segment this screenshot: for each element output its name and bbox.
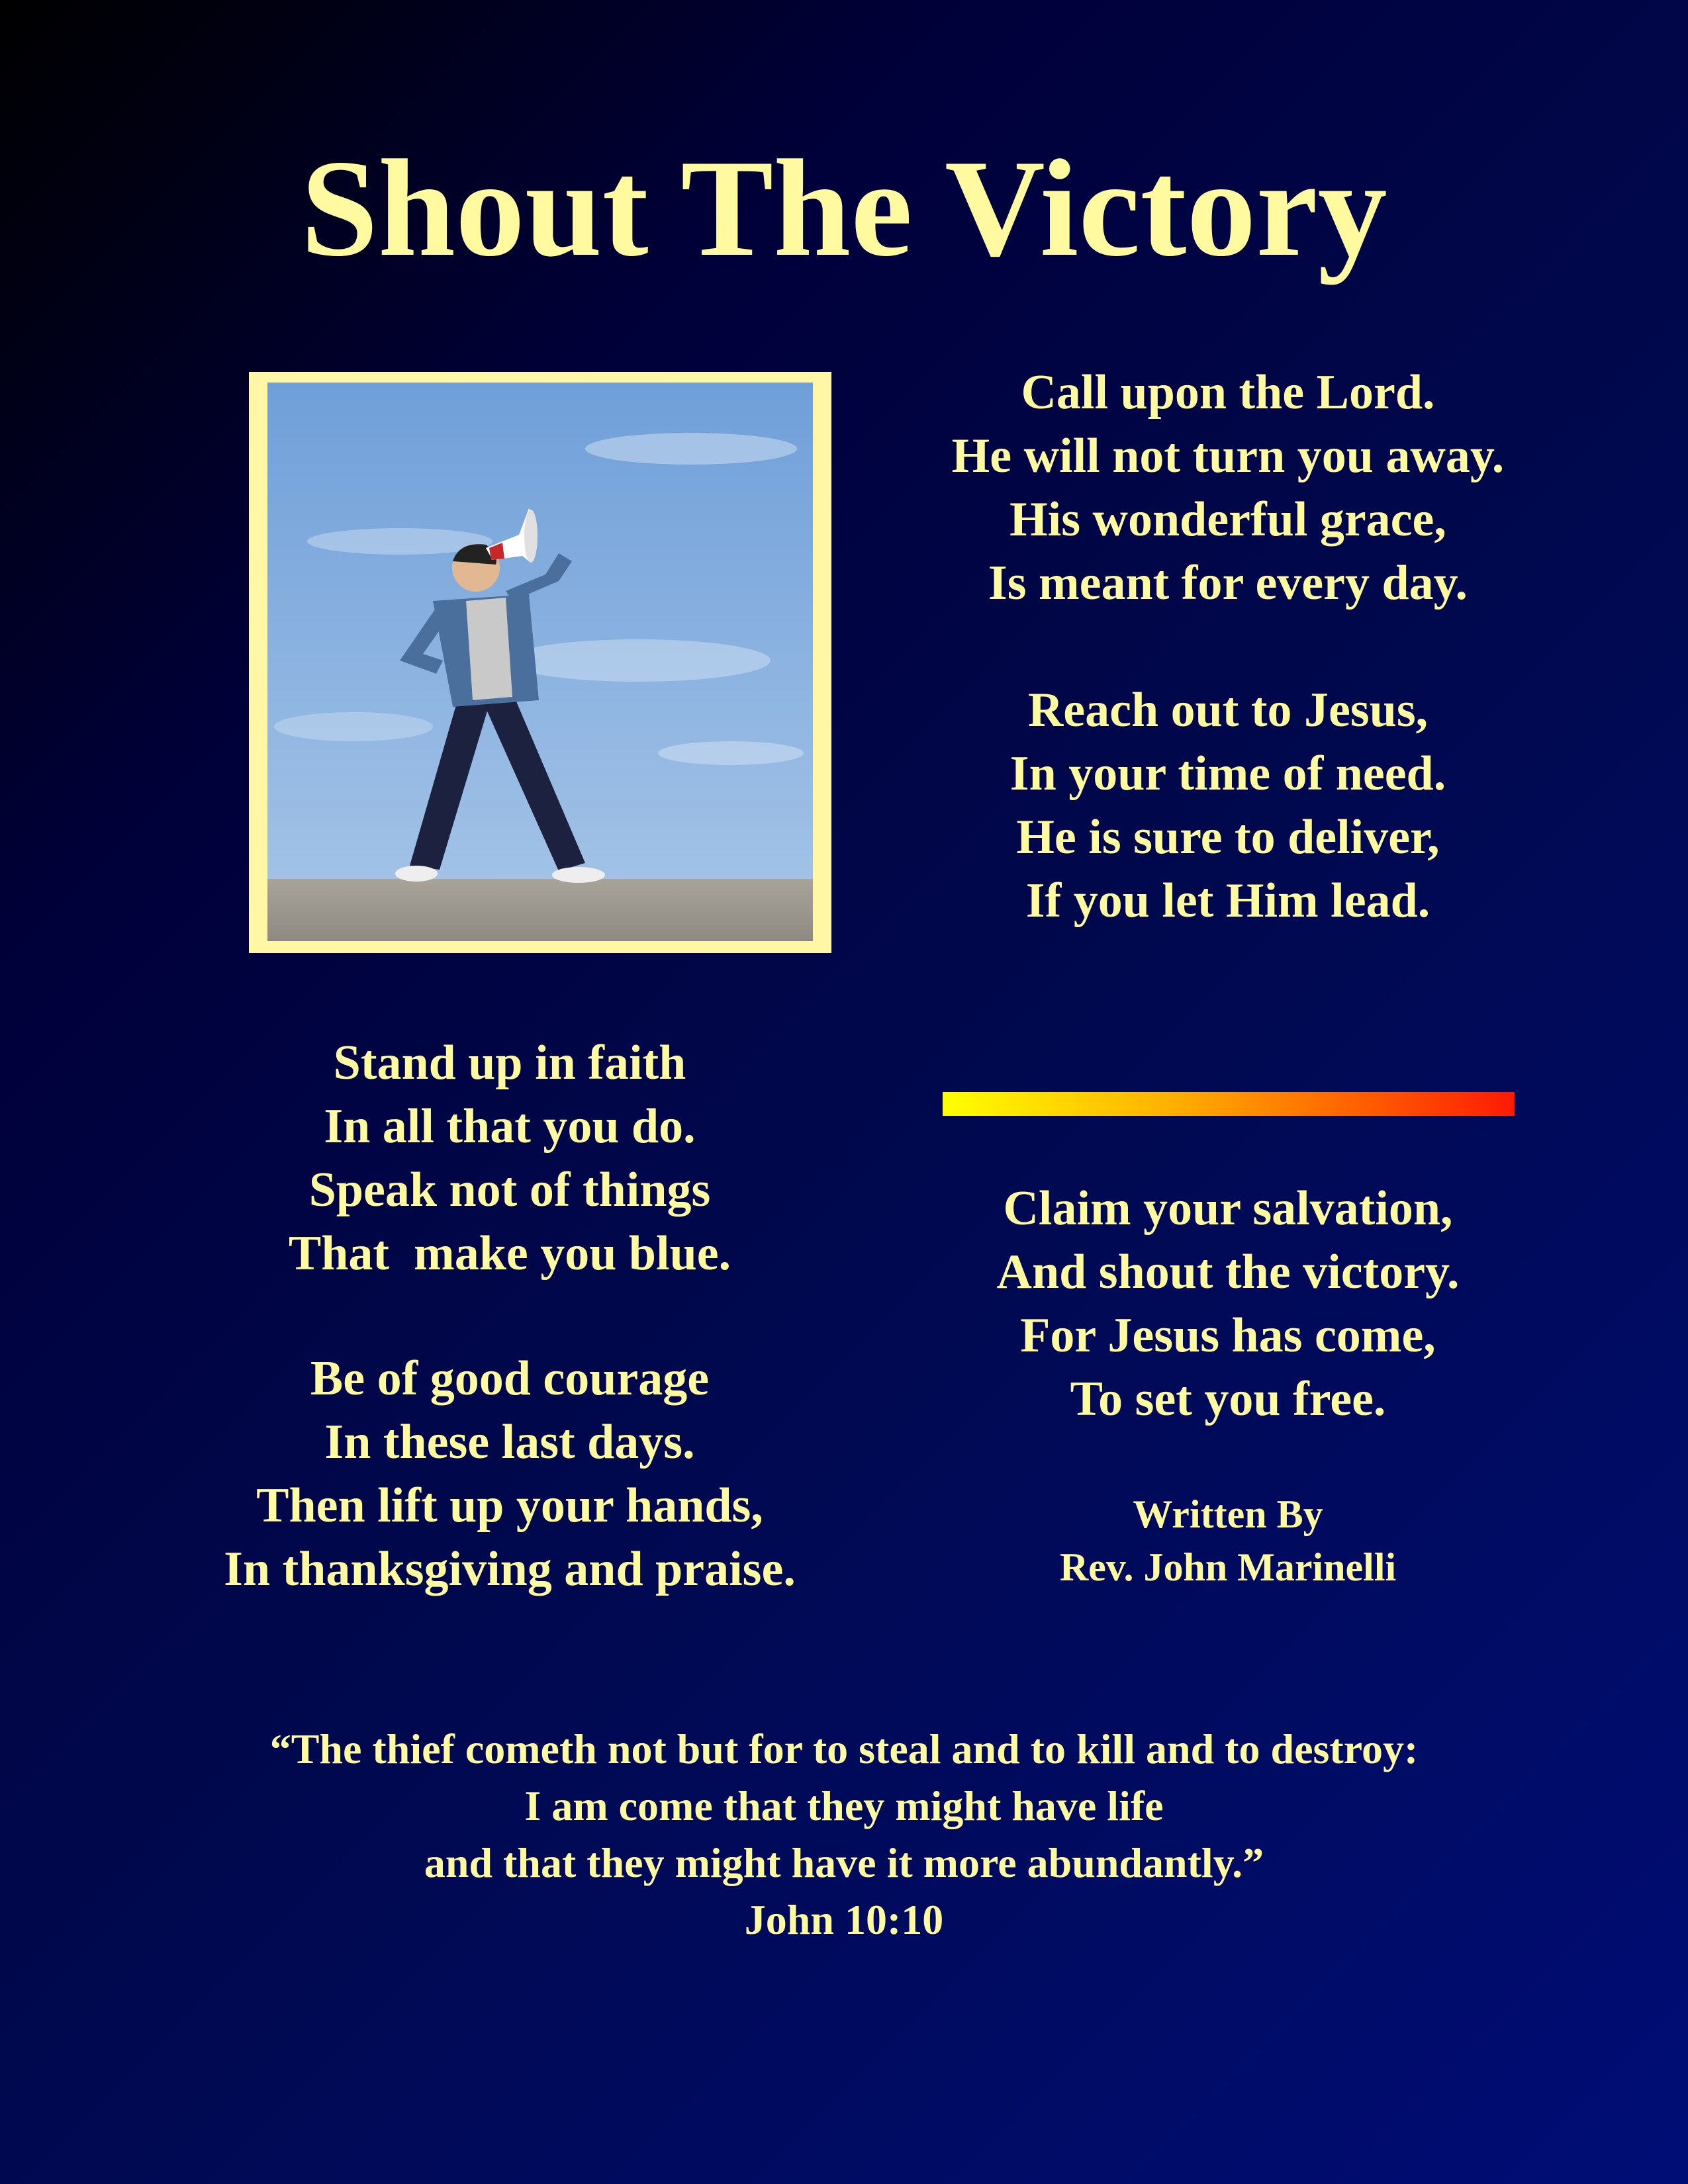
- stanza-4: [179, 1347, 841, 1601]
- stanza-1-line-1: Call upon the Lord.: [1021, 365, 1435, 420]
- stanza-5-line-1: Claim your salvation,: [1003, 1181, 1453, 1236]
- author-byline: [960, 1488, 1496, 1594]
- stanza-5-line-3: For Jesus has come,: [1020, 1308, 1436, 1363]
- photo-illustration: [267, 383, 813, 941]
- stanza-2: [920, 678, 1536, 933]
- stanza-1: [920, 361, 1536, 615]
- stanza-5-line-2: And shout the victory.: [996, 1245, 1460, 1299]
- quote-line-1: “The thief cometh not but for to steal and to kill and to destroy:: [269, 1725, 1419, 1772]
- stanza-2-line-4: If you let Him lead.: [1025, 874, 1430, 928]
- stanza-3-line-4: That make you blue.: [288, 1226, 731, 1281]
- stanza-2-line-3: He is sure to deliver,: [1016, 810, 1440, 864]
- stanza-5-line-4: To set you free.: [1070, 1372, 1386, 1426]
- byline-author-name: Rev. John Marinelli: [1059, 1545, 1397, 1589]
- stanza-1-line-2: He will not turn you away.: [951, 429, 1505, 483]
- stanza-3-line-3: Speak not of things: [308, 1163, 711, 1217]
- quote-reference: John 10:10: [744, 1896, 944, 1943]
- stanza-2-line-1: Reach out to Jesus,: [1027, 683, 1429, 737]
- byline-written-by: Written By: [1133, 1492, 1323, 1536]
- quote-line-2: I am come that they might have life: [524, 1782, 1164, 1829]
- megaphone-man-photo: [267, 383, 813, 941]
- stanza-3-line-2: In all that you do.: [324, 1099, 696, 1154]
- stanza-2-line-2: In your time of need.: [1009, 747, 1446, 801]
- stanza-1-line-4: Is meant for every day.: [988, 556, 1468, 610]
- stanza-1-line-3: His wonderful grace,: [1009, 492, 1446, 547]
- stanza-4-line-1: Be of good courage: [310, 1351, 710, 1406]
- gradient-divider: [943, 1092, 1515, 1116]
- stanza-3: [179, 1031, 841, 1285]
- stanza-3-line-1: Stand up in faith: [333, 1036, 686, 1090]
- stanza-5: [920, 1177, 1536, 1431]
- photo-frame: [249, 372, 831, 953]
- stanza-4-line-4: In thanksgiving and praise.: [224, 1542, 796, 1596]
- scripture-quote: [0, 1721, 1688, 1948]
- stanza-4-line-2: In these last days.: [324, 1415, 695, 1469]
- quote-line-3: and that they might have it more abundantly.”: [424, 1839, 1264, 1886]
- poem-title: Shout The Victory: [301, 132, 1387, 285]
- stanza-4-line-3: Then lift up your hands,: [256, 1479, 763, 1533]
